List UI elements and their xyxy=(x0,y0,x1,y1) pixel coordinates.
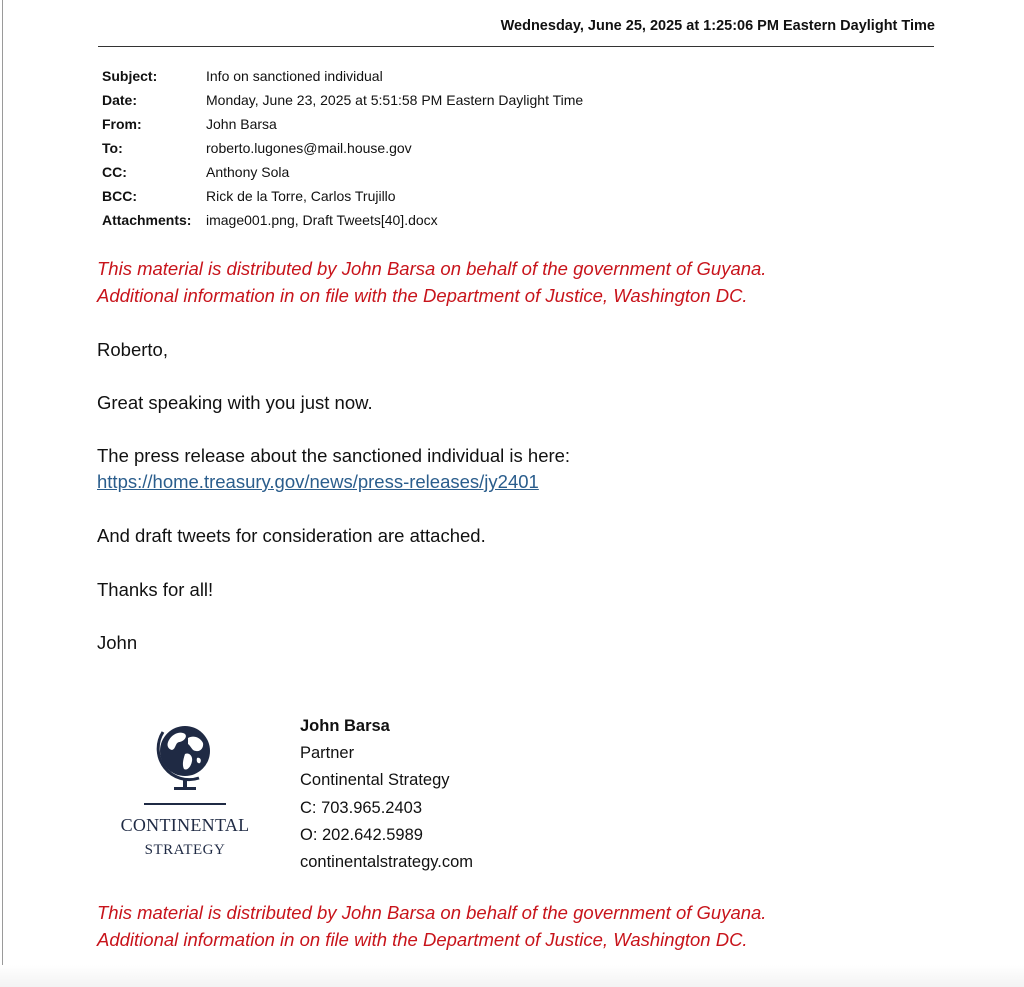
header-divider xyxy=(98,46,934,47)
signature-title: Partner xyxy=(300,744,355,763)
header-label: From: xyxy=(102,116,142,132)
header-label: To: xyxy=(102,140,123,156)
header-value: image001.png, Draft Tweets[40].docx xyxy=(206,212,438,228)
press-release-link[interactable]: https://home.treasury.gov/news/press-releases/jy2401 xyxy=(97,471,539,492)
signature-office: O: 202.642.5989 xyxy=(300,825,423,844)
header-label: Subject: xyxy=(102,68,158,84)
header-label: Attachments: xyxy=(102,212,192,228)
header-value: roberto.lugones@mail.house.gov xyxy=(206,140,412,156)
email-signature xyxy=(300,713,473,876)
disclaimer-line: Additional information in on file with the Department of Justice, Washington DC. xyxy=(97,284,748,306)
header-bcc xyxy=(102,184,583,208)
header-from xyxy=(102,112,583,136)
signature-company: Continental Strategy xyxy=(300,771,450,790)
email-headers xyxy=(102,64,583,232)
signature-website: continentalstrategy.com xyxy=(300,853,474,872)
signoff: John xyxy=(97,632,138,653)
signature-name: John Barsa xyxy=(300,717,390,735)
header-label: Date: xyxy=(102,92,138,108)
logo-divider xyxy=(144,803,226,805)
header-cc xyxy=(102,160,583,184)
print-date: Wednesday, June 25, 2025 at 1:25:06 PM Eastern Daylight Time xyxy=(500,18,935,34)
company-logo xyxy=(100,718,270,868)
logo-text: STRATEGY xyxy=(144,842,226,858)
page-left-border xyxy=(2,0,3,987)
header-attachments xyxy=(102,208,583,232)
header-value: Info on sanctioned individual xyxy=(206,68,383,84)
header-label: CC: xyxy=(102,164,127,180)
greeting: Roberto, xyxy=(97,339,168,360)
header-value: John Barsa xyxy=(206,116,277,132)
signature-cell: C: 703.965.2403 xyxy=(300,798,423,817)
body-paragraph: And draft tweets for consideration are attached. xyxy=(97,525,486,546)
disclaimer-bottom xyxy=(97,900,766,953)
header-to xyxy=(102,136,583,160)
header-date xyxy=(102,88,583,112)
header-subject xyxy=(102,64,583,88)
body-paragraph xyxy=(97,443,570,495)
header-value: Rick de la Torre, Carlos Trujillo xyxy=(206,188,396,204)
header-value: Anthony Sola xyxy=(206,164,290,180)
body-paragraph: Great speaking with you just now. xyxy=(97,392,373,413)
body-paragraph: Thanks for all! xyxy=(97,579,214,600)
body-text: The press release about the sanctioned individual is here: xyxy=(97,445,571,466)
header-value: Monday, June 23, 2025 at 5:51:58 PM Eastern Daylight Time xyxy=(206,92,584,108)
logo-text: CONTINENTAL xyxy=(120,815,250,835)
disclaimer-line: Additional information in on file with the Department of Justice, Washington DC. xyxy=(97,928,748,950)
header-label: BCC: xyxy=(102,188,137,204)
globe-icon xyxy=(155,718,215,794)
page-bottom-shade xyxy=(0,965,1024,987)
disclaimer-line: This material is distributed by John Barsa on behalf of the government of Guyana. xyxy=(97,258,767,279)
disclaimer-top xyxy=(97,256,766,309)
disclaimer-line: This material is distributed by John Barsa on behalf of the government of Guyana. xyxy=(97,902,767,923)
